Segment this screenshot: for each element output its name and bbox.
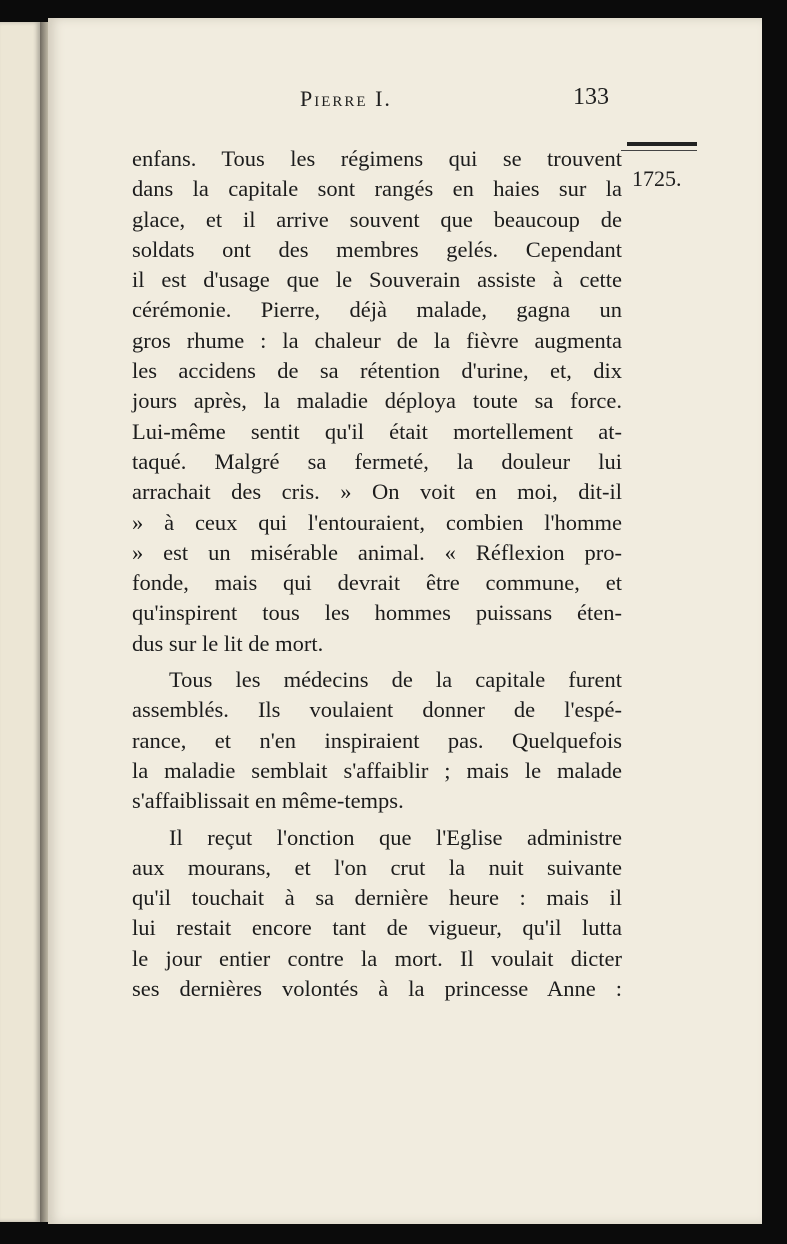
text-line: jours après, la maladie déploya toute sa force.	[132, 388, 622, 414]
text-line: lui restait encore tant de vigueur, qu'il lutta	[132, 915, 622, 941]
text-line: taqué. Malgré sa fermeté, la douleur lui	[132, 448, 622, 474]
text-line: ses dernières volontés à la princesse Anne :	[132, 976, 622, 1002]
text-line: cérémonie. Pierre, déjà malade, gagna un	[132, 297, 622, 323]
text-line: la maladie semblait s'affaiblir ; mais le malade	[132, 757, 622, 783]
text-line: Il reçut l'onction que l'Eglise administre	[169, 824, 622, 850]
page-number: 133	[573, 84, 609, 110]
margin-rule-thin	[621, 150, 697, 151]
text-line: aux mourans, et l'on crut la nuit suivante	[132, 854, 622, 880]
text-line: le jour entier contre la mort. Il voulait dicter	[132, 945, 622, 971]
margin-year-note: 1725.	[632, 166, 682, 191]
text-line: soldats ont des membres gelés. Cependant	[132, 236, 622, 262]
body-text	[132, 144, 622, 1004]
text-line: assemblés. Ils voulaient donner de l'espé-	[132, 697, 622, 723]
book-gutter	[40, 22, 48, 1222]
text-line: qu'inspirent tous les hommes puissans éten-	[132, 600, 622, 626]
text-line: dus sur le lit de mort.	[132, 630, 324, 656]
text-line: » à ceux qui l'entouraient, combien l'homme	[132, 509, 622, 535]
running-header	[300, 84, 609, 112]
text-line: s'affaiblissait en même-temps.	[132, 788, 404, 814]
margin-rule	[627, 142, 697, 146]
text-line: Tous les médecins de la capitale furent	[169, 667, 622, 693]
text-line: Lui-même sentit qu'il était mortellement at-	[132, 418, 622, 444]
text-line: rance, et n'en inspiraient pas. Quelquefois	[132, 727, 622, 753]
text-line: les accidens de sa rétention d'urine, et, dix	[132, 358, 622, 384]
text-line: enfans. Tous les régimens qui se trouvent	[132, 146, 622, 171]
text-line: arrachait des cris. » On voit en moi, dit-il	[132, 479, 622, 505]
text-line: » est un misérable animal. « Réflexion pro-	[132, 539, 622, 565]
text-line: dans la capitale sont rangés en haies sur la	[132, 176, 622, 202]
text-line: fonde, mais qui devrait être commune, et	[132, 570, 622, 596]
text-line: il est d'usage que le Souverain assiste à cette	[132, 267, 622, 293]
text-line: qu'il touchait à sa dernière heure : mais il	[132, 885, 622, 911]
text-line: glace, et il arrive souvent que beaucoup de	[132, 206, 622, 232]
text-line: gros rhume : la chaleur de la fièvre augmenta	[132, 327, 622, 353]
facing-page-edge	[0, 22, 40, 1222]
running-title: Pierre I.	[300, 86, 392, 111]
